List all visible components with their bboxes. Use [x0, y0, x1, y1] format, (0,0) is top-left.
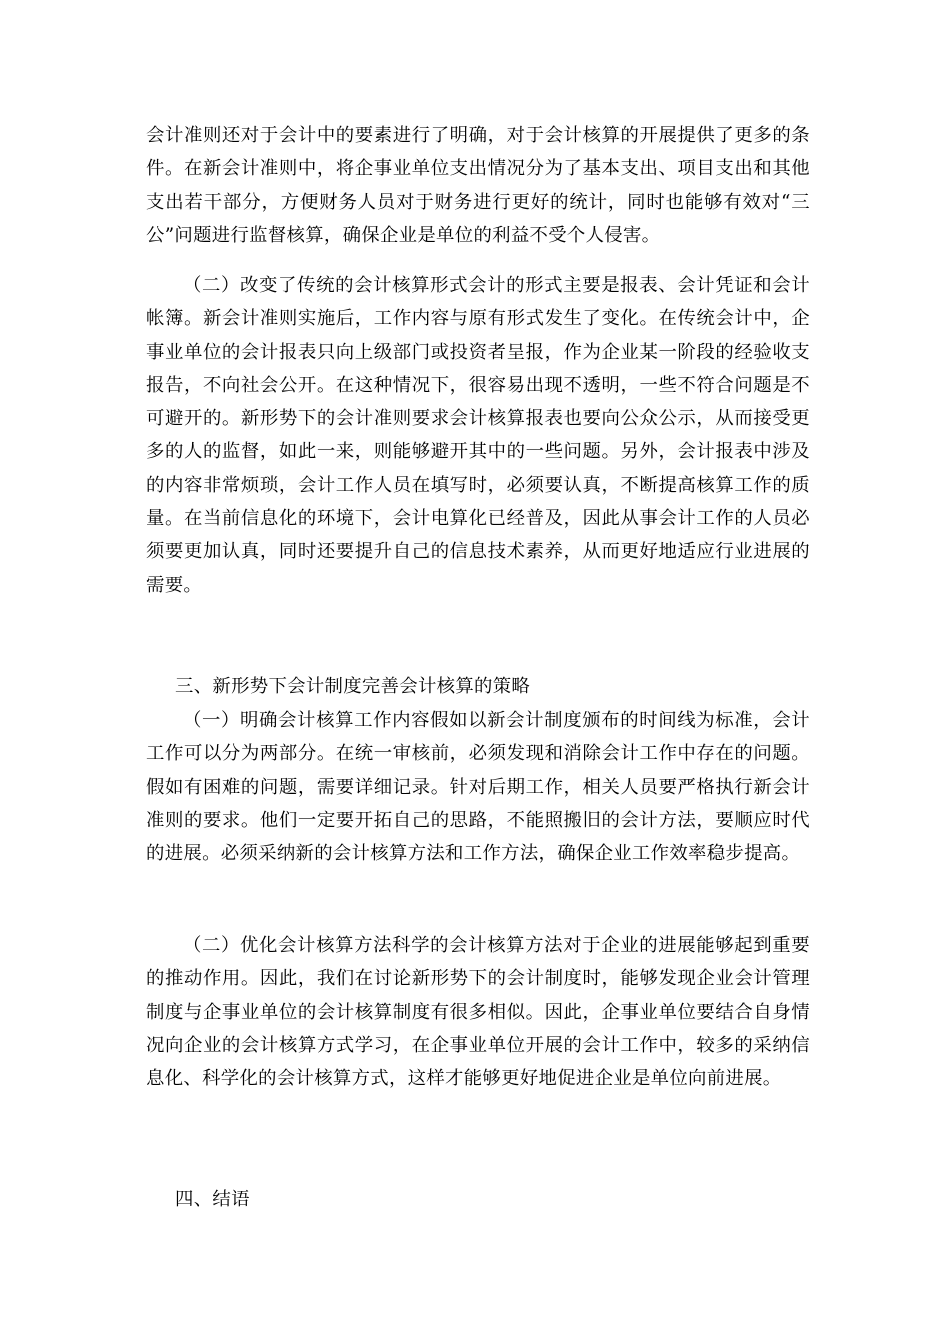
body-paragraph-accounting-forms: （二）改变了传统的会计核算形式会计的形式主要是报表、会计凭证和会计帐簿。新会计准则实施后，工作内容与原有形式发生了变化。在传统会计中，企事业单位的会计报表只向上级部门或投资者呈报，作为企业某一阶段的经验收支报告，不向社会公开。在这种情况下，很容易出现不透明，一些不符合问题是不可避开的。新形势下的会计准则要求会计核算报表也要向公众公示，从而接受更多的人的监督，如此一来，则能够避开其中的一些问题。另外，会计报表中涉及的内容非常烦琐，会计工作人员在填写时，必须要认真，不断提高核算工作的质量。在当前信息化的环境下，会计电算化已经普及，因此从事会计工作的人员必须要更加认真，同时还要提升自己的信息技术素养，从而更好地适应行业进展的需要。: [146, 275, 810, 596]
body-paragraph-clarify-content: （一）明确会计核算工作内容假如以新会计制度颁布的时间线为标准，会计工作可以分为两部分。在统一审核前，必须发现和消除会计工作中存在的问题。假如有困难的问题，需要详细记录。针对后期工作，相关人员要严格执行新会计准则的要求。他们一定要开拓自己的思路，不能照搬旧的会计方法，要顺应时代的进展。必须采纳新的会计核算方法和工作方法，确保企业工作效率稳步提高。: [146, 710, 810, 865]
section-heading-strategies: 三、新形势下会计制度完善会计核算的策略: [175, 676, 531, 697]
section-heading-conclusion: 四、结语: [175, 1189, 250, 1210]
body-paragraph-accounting-elements: 会计准则还对于会计中的要素进行了明确，对于会计核算的开展提供了更多的条件。在新会计准则中，将企事业单位支出情况分为了基本支出、项目支出和其他支出若干部分，方便财务人员对于财务进行更好的统计，同时也能够有效对“三公”问题进行监督核算，确保企业是单位的利益不受个人侵害。: [146, 125, 810, 246]
body-paragraph-optimize-methods: （二）优化会计核算方法科学的会计核算方法对于企业的进展能够起到重要的推动作用。因此，我们在讨论新形势下的会计制度时，能够发现企业会计管理制度与企事业单位的会计核算制度有很多相似。因此，企事业单位要结合自身情况向企业的会计核算方式学习，在企事业单位开展的会计工作中，较多的采纳信息化、科学化的会计核算方式，这样才能够更好地促进企业是单位向前进展。: [146, 935, 810, 1090]
